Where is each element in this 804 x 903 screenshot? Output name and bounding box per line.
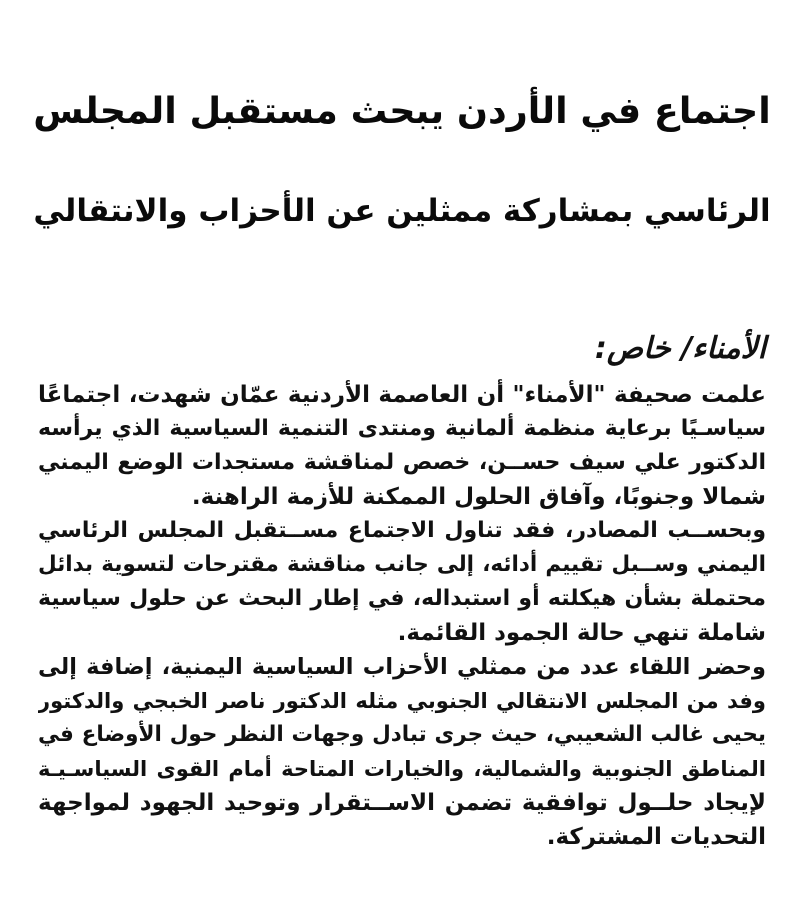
body-line: سياسـيًا برعاية منظمة ألمانية ومنتدى التنمية السياسية الذي يرأسه: [38, 416, 766, 441]
body-line: وفد من المجلس الانتقالي الجنوبي مثله الدكتور ناصر الخبجي والدكتور: [38, 689, 766, 713]
body-line: لإيجاد حلــول توافقية تضمن الاســتقرار وتوحيد الجهود لمواجهة: [38, 790, 766, 816]
body-line: شمالا وجنوبًا، وآفاق الحلول الممكنة للأزمة الراهنة.: [191, 484, 766, 510]
body-line: شاملة تنهي حالة الجمود القائمة.: [397, 620, 766, 646]
body-line: المناطق الجنوبية والشمالية، والخيارات المتاحة أمام القوى السياسـيـة: [38, 757, 766, 781]
body-line: محتملة بشأن هيكلته أو استبداله، في إطار البحث عن حلول سياسية: [38, 586, 766, 611]
body-line: يحيى غالب الشعيبي، حيث جرى تبادل وجهات النظر حول الأوضاع في: [38, 722, 766, 747]
body-line: علمت صحيفة "الأمناء" أن العاصمة الأردنية عمّان شهدت، اجتماعًا: [38, 382, 766, 408]
article-body: [38, 378, 766, 854]
body-line: وبحســب المصادر، فقد تناول الاجتماع مســتقبل المجلس الرئاسي: [38, 518, 766, 543]
paragraph: [38, 514, 766, 650]
paragraph: [38, 650, 766, 854]
headline-line: الرئاسي بمشاركة ممثلين عن الأحزاب والانتقالي: [33, 193, 771, 230]
article-byline: الأمناء/ خاص:: [594, 331, 766, 366]
body-line: وحضر اللقاء عدد من ممثلي الأحزاب السياسية اليمنية، إضافة إلى: [38, 654, 766, 680]
headline-line: اجتماع في الأردن يبحث مستقبل المجلس: [33, 89, 771, 133]
body-line: اليمني وســبل تقييم أدائه، إلى جانب مناقشة مقترحات لتسوية بدائل: [38, 552, 766, 577]
body-line: التحديات المشتركة.: [546, 824, 766, 850]
body-line: الدكتور علي سيف حســن، خصص لمناقشة مستجدات الوضع اليمني: [38, 450, 766, 475]
article-headline: [30, 61, 774, 261]
paragraph: [38, 378, 766, 514]
